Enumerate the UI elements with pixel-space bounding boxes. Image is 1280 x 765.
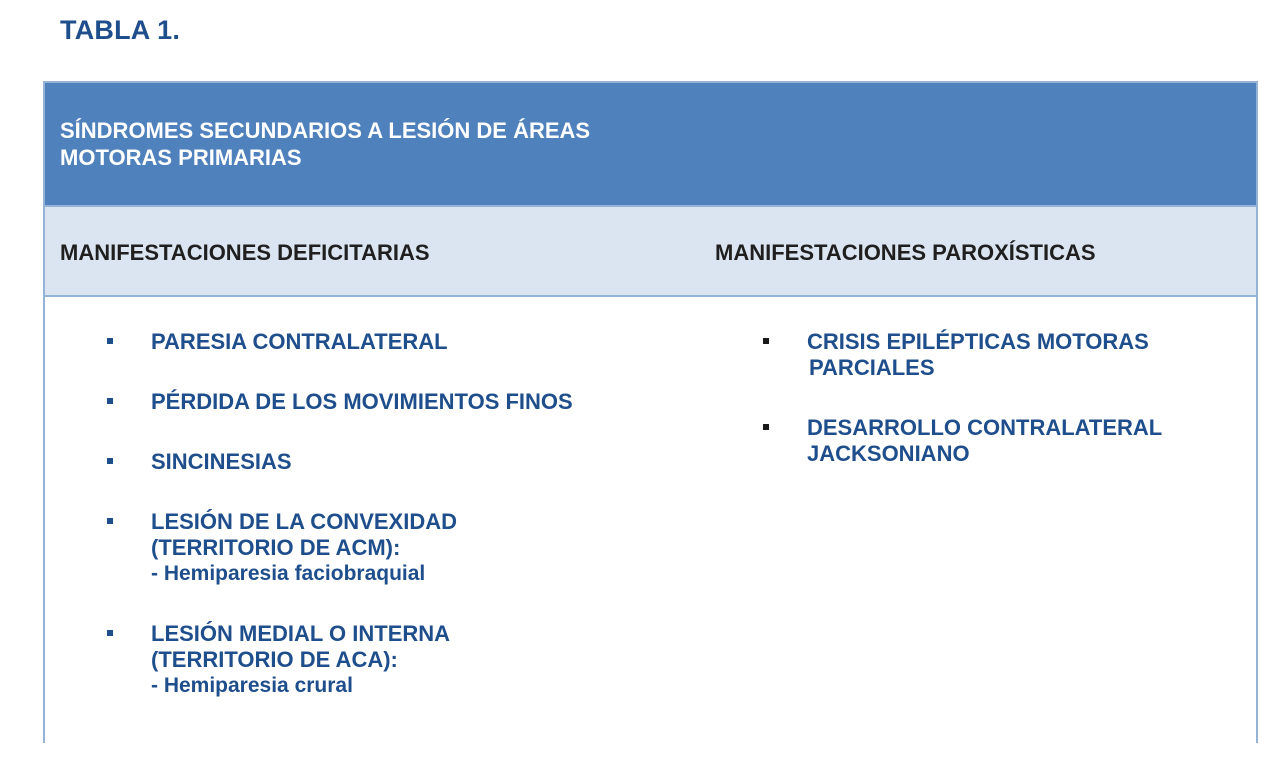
header-line: MOTORAS PRIMARIAS: [60, 145, 302, 170]
item-text: JACKSONIANO: [807, 441, 970, 466]
list-item: [763, 329, 1233, 381]
list-item: [763, 415, 1233, 467]
table-header-title: [60, 117, 720, 171]
item-text: PÉRDIDA DE LOS MOVIMIENTOS FINOS: [151, 389, 573, 414]
list-item: [107, 389, 677, 415]
item-text: SINCINESIAS: [151, 449, 292, 474]
square-bullet-icon: [107, 518, 113, 524]
square-bullet-icon: [763, 338, 769, 344]
item-text: DESARROLLO CONTRALATERAL: [807, 415, 1163, 440]
item-text: LESIÓN DE LA CONVEXIDAD: [151, 509, 457, 534]
square-bullet-icon: [763, 424, 769, 430]
item-text: PARESIA CONTRALATERAL: [151, 329, 448, 354]
paroxysmal-list: [763, 329, 1233, 467]
item-text: PARCIALES: [809, 355, 935, 380]
column-heading-deficit: MANIFESTACIONES DEFICITARIAS: [60, 240, 430, 265]
item-text: (TERRITORIO DE ACM):: [151, 535, 401, 560]
item-subtext: - Hemiparesia crural: [151, 674, 353, 697]
column-heading-paroxysmal: MANIFESTACIONES PAROXÍSTICAS: [715, 240, 1096, 265]
table-caption: TABLA 1.: [60, 15, 181, 45]
item-subtext: - Hemiparesia faciobraquial: [151, 562, 426, 585]
table-body-row: [45, 297, 1256, 743]
list-item: [107, 621, 677, 699]
square-bullet-icon: [107, 398, 113, 404]
item-text: LESIÓN MEDIAL O INTERNA: [151, 621, 451, 646]
header-line: SÍNDROMES SECUNDARIOS A LESIÓN DE ÁREAS: [60, 118, 591, 143]
item-text: (TERRITORIO DE ACA):: [151, 647, 398, 672]
list-item: [107, 329, 677, 355]
list-item: [107, 509, 677, 587]
square-bullet-icon: [107, 458, 113, 464]
square-bullet-icon: [107, 338, 113, 344]
syndromes-table: [43, 81, 1258, 743]
column-headings-row: [45, 207, 1256, 297]
deficit-list: [107, 329, 677, 699]
square-bullet-icon: [107, 630, 113, 636]
list-item: [107, 449, 677, 475]
table-header-row: [45, 83, 1256, 207]
item-text: CRISIS EPILÉPTICAS MOTORAS: [807, 329, 1149, 354]
